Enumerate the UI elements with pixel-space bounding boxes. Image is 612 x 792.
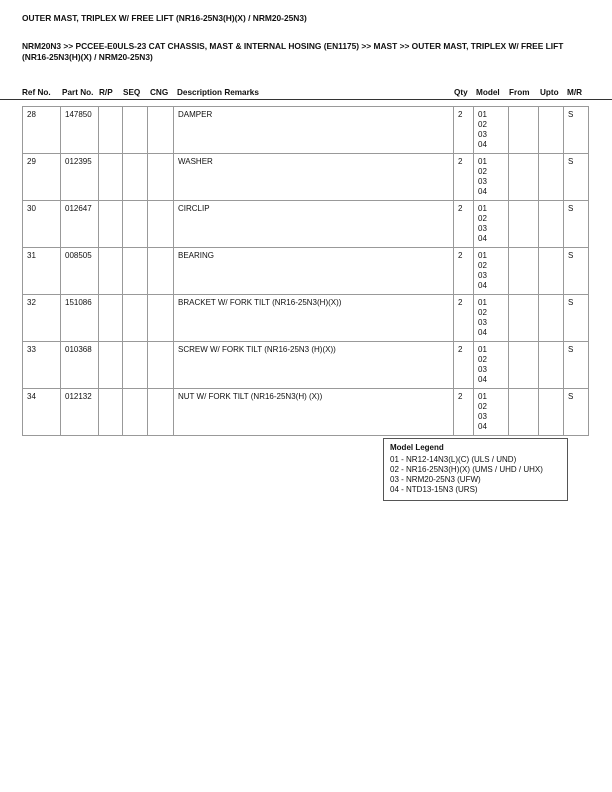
seq-cell <box>123 107 148 154</box>
description-cell: SCREW W/ FORK TILT (NR16-25N3 (H)(X)) <box>174 342 454 389</box>
model-code: 01 <box>478 345 487 354</box>
model-code: 01 <box>478 204 487 213</box>
model-code: 03 <box>478 224 487 233</box>
part-no-cell: 010368 <box>61 342 99 389</box>
header-upto: Upto <box>540 88 559 97</box>
mr-cell: S <box>564 248 589 295</box>
parts-table <box>22 106 589 436</box>
upto-cell <box>539 295 564 342</box>
table-row <box>23 201 589 248</box>
model-code: 03 <box>478 318 487 327</box>
seq-cell <box>123 342 148 389</box>
legend-title: Model Legend <box>390 443 444 452</box>
part-no-cell: 012647 <box>61 201 99 248</box>
ref-cell: 28 <box>23 107 61 154</box>
upto-cell <box>539 248 564 295</box>
model-code: 02 <box>478 120 487 129</box>
mr-cell: S <box>564 201 589 248</box>
model-code: 02 <box>478 261 487 270</box>
rp-cell <box>99 248 123 295</box>
qty-cell: 2 <box>454 342 474 389</box>
model-code: 04 <box>478 375 487 384</box>
upto-cell <box>539 342 564 389</box>
upto-cell <box>539 107 564 154</box>
description-cell: WASHER <box>174 154 454 201</box>
from-cell <box>509 389 539 436</box>
page-title: OUTER MAST, TRIPLEX W/ FREE LIFT (NR16-25N3(H)(X) / NRM20-25N3) <box>22 13 307 23</box>
breadcrumb: NRM20N3 >> PCCEE-E0ULS-23 CAT CHASSIS, MAST & INTERNAL HOSING (EN1175) >> MAST >> OUTER MAST, TRIPLEX W/ FREE LIFT (NR16-25N3(H)(X) / NRM20-25N3) <box>22 41 564 62</box>
ref-cell: 29 <box>23 154 61 201</box>
header-qty: Qty <box>454 88 468 97</box>
cng-cell <box>148 107 174 154</box>
mr-cell: S <box>564 154 589 201</box>
qty-cell: 2 <box>454 107 474 154</box>
part-no-cell: 008505 <box>61 248 99 295</box>
header-desc: Description Remarks <box>177 88 259 97</box>
rp-cell <box>99 154 123 201</box>
ref-cell: 34 <box>23 389 61 436</box>
cng-cell <box>148 248 174 295</box>
rp-cell <box>99 295 123 342</box>
from-cell <box>509 342 539 389</box>
legend-item: 02 - NR16-25N3(H)(X) (UMS / UHD / UHX) <box>390 465 543 474</box>
model-cell <box>474 201 509 248</box>
from-cell <box>509 154 539 201</box>
seq-cell <box>123 389 148 436</box>
model-code: 02 <box>478 214 487 223</box>
upto-cell <box>539 154 564 201</box>
model-cell <box>474 389 509 436</box>
model-code: 02 <box>478 355 487 364</box>
header-ref: Ref No. <box>22 88 51 97</box>
header-from: From <box>509 88 530 97</box>
model-code: 02 <box>478 167 487 176</box>
from-cell <box>509 248 539 295</box>
seq-cell <box>123 295 148 342</box>
legend-item: 04 - NTD13-15N3 (URS) <box>390 485 478 494</box>
ref-cell: 32 <box>23 295 61 342</box>
model-code: 02 <box>478 308 487 317</box>
from-cell <box>509 295 539 342</box>
model-legend <box>383 438 568 501</box>
model-code: 01 <box>478 157 487 166</box>
part-no-cell: 012395 <box>61 154 99 201</box>
ref-cell: 31 <box>23 248 61 295</box>
model-code: 04 <box>478 140 487 149</box>
model-code: 01 <box>478 110 487 119</box>
seq-cell <box>123 154 148 201</box>
legend-item: 01 - NR12-14N3(L)(C) (ULS / UND) <box>390 455 517 464</box>
model-code: 04 <box>478 281 487 290</box>
ref-cell: 30 <box>23 201 61 248</box>
model-cell <box>474 342 509 389</box>
model-code: 03 <box>478 177 487 186</box>
model-cell <box>474 154 509 201</box>
qty-cell: 2 <box>454 154 474 201</box>
part-no-cell: 147850 <box>61 107 99 154</box>
table-row <box>23 107 589 154</box>
model-code: 04 <box>478 187 487 196</box>
description-cell: DAMPER <box>174 107 454 154</box>
from-cell <box>509 201 539 248</box>
header-model: Model <box>476 88 500 97</box>
description-cell: BEARING <box>174 248 454 295</box>
mr-cell: S <box>564 389 589 436</box>
cng-cell <box>148 389 174 436</box>
model-code: 02 <box>478 402 487 411</box>
qty-cell: 2 <box>454 248 474 295</box>
table-row <box>23 295 589 342</box>
upto-cell <box>539 389 564 436</box>
mr-cell: S <box>564 295 589 342</box>
seq-cell <box>123 248 148 295</box>
qty-cell: 2 <box>454 389 474 436</box>
mr-cell: S <box>564 342 589 389</box>
rp-cell <box>99 389 123 436</box>
header-rp: R/P <box>99 88 113 97</box>
model-code: 01 <box>478 251 487 260</box>
header-mr: M/R <box>567 88 583 97</box>
rp-cell <box>99 342 123 389</box>
model-code: 03 <box>478 412 487 421</box>
rp-cell <box>99 107 123 154</box>
rp-cell <box>99 201 123 248</box>
part-no-cell: 151086 <box>61 295 99 342</box>
table-row <box>23 154 589 201</box>
model-cell <box>474 248 509 295</box>
table-row <box>23 342 589 389</box>
qty-cell: 2 <box>454 295 474 342</box>
model-cell <box>474 295 509 342</box>
header-seq: SEQ <box>123 88 141 97</box>
header-cng: CNG <box>150 88 169 97</box>
table-row <box>23 248 589 295</box>
description-cell: CIRCLIP <box>174 201 454 248</box>
qty-cell: 2 <box>454 201 474 248</box>
from-cell <box>509 107 539 154</box>
header-part: Part No. <box>62 88 94 97</box>
header-divider <box>0 99 612 100</box>
description-cell: NUT W/ FORK TILT (NR16-25N3(H) (X)) <box>174 389 454 436</box>
cng-cell <box>148 201 174 248</box>
description-cell: BRACKET W/ FORK TILT (NR16-25N3(H)(X)) <box>174 295 454 342</box>
cng-cell <box>148 342 174 389</box>
model-code: 04 <box>478 422 487 431</box>
ref-cell: 33 <box>23 342 61 389</box>
model-code: 04 <box>478 328 487 337</box>
cng-cell <box>148 295 174 342</box>
seq-cell <box>123 201 148 248</box>
model-code: 04 <box>478 234 487 243</box>
model-code: 01 <box>478 392 487 401</box>
legend-item: 03 - NRM20-25N3 (UFW) <box>390 475 481 484</box>
part-no-cell: 012132 <box>61 389 99 436</box>
model-code: 03 <box>478 365 487 374</box>
table-row <box>23 389 589 436</box>
model-cell <box>474 107 509 154</box>
model-code: 03 <box>478 130 487 139</box>
model-code: 03 <box>478 271 487 280</box>
model-code: 01 <box>478 298 487 307</box>
upto-cell <box>539 201 564 248</box>
mr-cell: S <box>564 107 589 154</box>
cng-cell <box>148 154 174 201</box>
